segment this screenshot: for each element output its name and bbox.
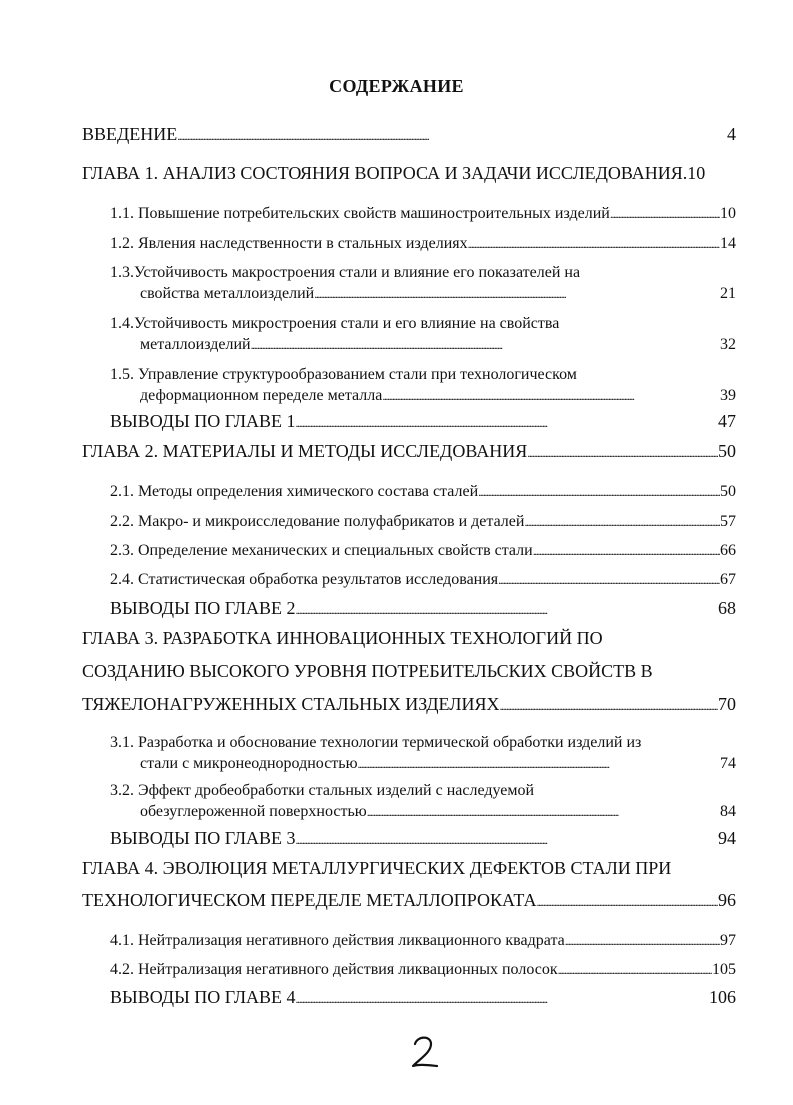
toc-section-label: 1.1. Повышение потребительских свойств машиностроительных изделий xyxy=(110,205,610,222)
toc-page-number: 67 xyxy=(720,571,736,588)
toc-section-label: стали с микронеоднородностью xyxy=(140,755,358,772)
toc-section-label: 2.3. Определение механических и специальных свойств стали xyxy=(110,542,533,559)
toc-chapter-label: ГЛАВА 2. МАТЕРИАЛЫ И МЕТОДЫ ИССЛЕДОВАНИЯ xyxy=(82,441,528,461)
toc-page-number: 66 xyxy=(720,542,736,559)
toc-chapter-label: ГЛАВА 1. АНАЛИЗ СОСТОЯНИЯ ВОПРОСА И ЗАДАЧИ ИССЛЕДОВАНИЯ xyxy=(82,163,683,183)
toc-section-4-2[interactable] xyxy=(110,960,736,980)
toc-section-label: 2.1. Методы определения химического состава сталей xyxy=(110,483,479,500)
toc-page-number: 39 xyxy=(720,387,736,404)
dot-leader xyxy=(367,802,720,822)
handwritten-page-number xyxy=(405,1032,445,1072)
toc-page-number: 14 xyxy=(720,235,736,252)
toc-conclusions-label: ВЫВОДЫ ПО ГЛАВЕ 1 xyxy=(110,411,296,431)
toc-page-number: 4 xyxy=(727,124,736,144)
toc-page-number: 84 xyxy=(720,803,736,820)
dot-leader xyxy=(296,597,718,621)
toc-chapter-4[interactable] xyxy=(82,889,736,913)
dot-leader xyxy=(468,234,720,254)
toc-page-number: 105 xyxy=(712,961,736,978)
toc-page-number: 96 xyxy=(718,890,736,910)
toc-page-number: 50 xyxy=(720,483,736,500)
dot-leader xyxy=(558,960,712,980)
dot-leader xyxy=(478,482,720,502)
toc-entry-label: ВВЕДЕНИЕ xyxy=(82,124,178,144)
toc-section-4-1[interactable] xyxy=(110,931,736,951)
toc-page-number: 10 xyxy=(720,205,736,222)
toc-page-number: 68 xyxy=(718,598,736,618)
toc-chapter-4-line1[interactable]: ГЛАВА 4. ЭВОЛЮЦИЯ МЕТАЛЛУРГИЧЕСКИХ ДЕФЕКТОВ СТАЛИ ПРИ xyxy=(82,858,672,878)
toc-page-number: 50 xyxy=(718,441,736,461)
toc-page-number: .10 xyxy=(682,163,706,183)
dot-leader xyxy=(610,204,720,224)
toc-section-1-1[interactable] xyxy=(110,204,736,224)
dot-leader xyxy=(314,284,720,304)
toc-section-label: 2.4. Статистическая обработка результатов исследования xyxy=(110,571,499,588)
toc-section-label: обезуглероженной поверхностью xyxy=(140,803,367,820)
dot-leader xyxy=(527,440,718,464)
toc-chapter-3-line1[interactable]: ГЛАВА 3. РАЗРАБОТКА ИННОВАЦИОННЫХ ТЕХНОЛОГИЙ ПО xyxy=(82,628,603,648)
toc-section-label: свойства металлоизделий xyxy=(140,285,315,302)
toc-section-2-1[interactable] xyxy=(110,482,736,502)
toc-section-2-3[interactable] xyxy=(110,541,736,561)
toc-section-1-3-line1[interactable]: 1.3.Устойчивость макростроения стали и влияние его показателей на xyxy=(110,264,581,281)
toc-section-1-2[interactable] xyxy=(110,234,736,254)
toc-chapter-3[interactable] xyxy=(82,693,736,717)
toc-conclusions-3[interactable] xyxy=(110,827,736,851)
toc-section-2-4[interactable] xyxy=(110,570,736,590)
toc-page-number: 106 xyxy=(709,987,736,1007)
toc-section-label: 2.2. Макро- и микроисследование полуфабрикатов и деталей xyxy=(110,513,525,530)
toc-section-1-5[interactable] xyxy=(140,386,736,406)
toc-page-number: 94 xyxy=(718,828,736,848)
dot-leader xyxy=(533,541,720,561)
dot-leader xyxy=(524,512,720,532)
dot-leader xyxy=(296,986,709,1010)
toc-section-label: 1.2. Явления наследственности в стальных изделиях xyxy=(110,235,468,252)
toc-section-1-5-line1[interactable]: 1.5. Управление структурообразованием стали при технологическом xyxy=(110,366,577,383)
toc-section-1-4[interactable] xyxy=(140,335,736,355)
toc-page-number: 32 xyxy=(720,336,736,353)
toc-section-3-1-line1[interactable]: 3.1. Разработка и обоснование технологии термической обработки изделий из xyxy=(110,734,642,751)
toc-section-1-4-line1[interactable]: 1.4.Устойчивость микростроения стали и его влияние на свойства xyxy=(110,315,560,332)
toc-page-number: 74 xyxy=(720,755,736,772)
toc-chapter-2[interactable] xyxy=(82,440,736,464)
dot-leader xyxy=(382,386,720,406)
toc-section-label: металлоизделий xyxy=(140,336,251,353)
toc-section-3-2[interactable] xyxy=(140,802,736,822)
dot-leader xyxy=(296,827,718,851)
toc-chapter-label: ТЕХНОЛОГИЧЕСКОМ ПЕРЕДЕЛЕ МЕТАЛЛОПРОКАТА xyxy=(82,890,537,910)
dot-leader xyxy=(565,931,720,951)
toc-section-1-3[interactable] xyxy=(140,284,736,304)
toc-conclusions-1[interactable] xyxy=(110,410,736,434)
toc-conclusions-4[interactable] xyxy=(110,986,736,1010)
toc-page-number: 47 xyxy=(718,411,736,431)
toc-entry-introduction[interactable] xyxy=(82,123,736,147)
toc-page-number: 21 xyxy=(720,285,736,302)
toc-section-3-2-line1[interactable]: 3.2. Эффект дробеобработки стальных изделий с наследуемой xyxy=(110,782,535,799)
toc-conclusions-label: ВЫВОДЫ ПО ГЛАВЕ 4 xyxy=(110,987,296,1007)
dot-leader xyxy=(251,335,720,355)
toc-conclusions-label: ВЫВОДЫ ПО ГЛАВЕ 3 xyxy=(110,828,296,848)
toc-page-number: 97 xyxy=(720,932,736,949)
dot-leader xyxy=(358,754,720,774)
toc-chapter-label: ТЯЖЕЛОНАГРУЖЕННЫХ СТАЛЬНЫХ ИЗДЕЛИЯХ xyxy=(82,694,500,714)
dot-leader xyxy=(296,410,718,434)
dot-leader xyxy=(498,570,720,590)
toc-chapter-3-line2[interactable]: СОЗДАНИЮ ВЫСОКОГО УРОВНЯ ПОТРЕБИТЕЛЬСКИХ СВОЙСТВ В xyxy=(82,661,653,681)
dot-leader xyxy=(499,693,718,717)
dot-leader xyxy=(177,123,727,147)
toc-section-2-2[interactable] xyxy=(110,512,736,532)
toc-conclusions-label: ВЫВОДЫ ПО ГЛАВЕ 2 xyxy=(110,598,296,618)
toc-page-number: 57 xyxy=(720,513,736,530)
dot-leader xyxy=(536,889,718,913)
toc-conclusions-2[interactable] xyxy=(110,597,736,621)
toc-section-3-1[interactable] xyxy=(140,754,736,774)
page-title: СОДЕРЖАНИЕ xyxy=(329,76,464,96)
toc-chapter-1[interactable] xyxy=(82,162,736,184)
toc-page-number: 70 xyxy=(718,694,736,714)
toc-section-label: 4.1. Нейтрализация негативного действия ликвационного квадрата xyxy=(110,932,565,949)
toc-section-label: 4.2. Нейтрализация негативного действия ликвационных полосок xyxy=(110,961,558,978)
toc-section-label: деформационном переделе металла xyxy=(140,387,383,404)
